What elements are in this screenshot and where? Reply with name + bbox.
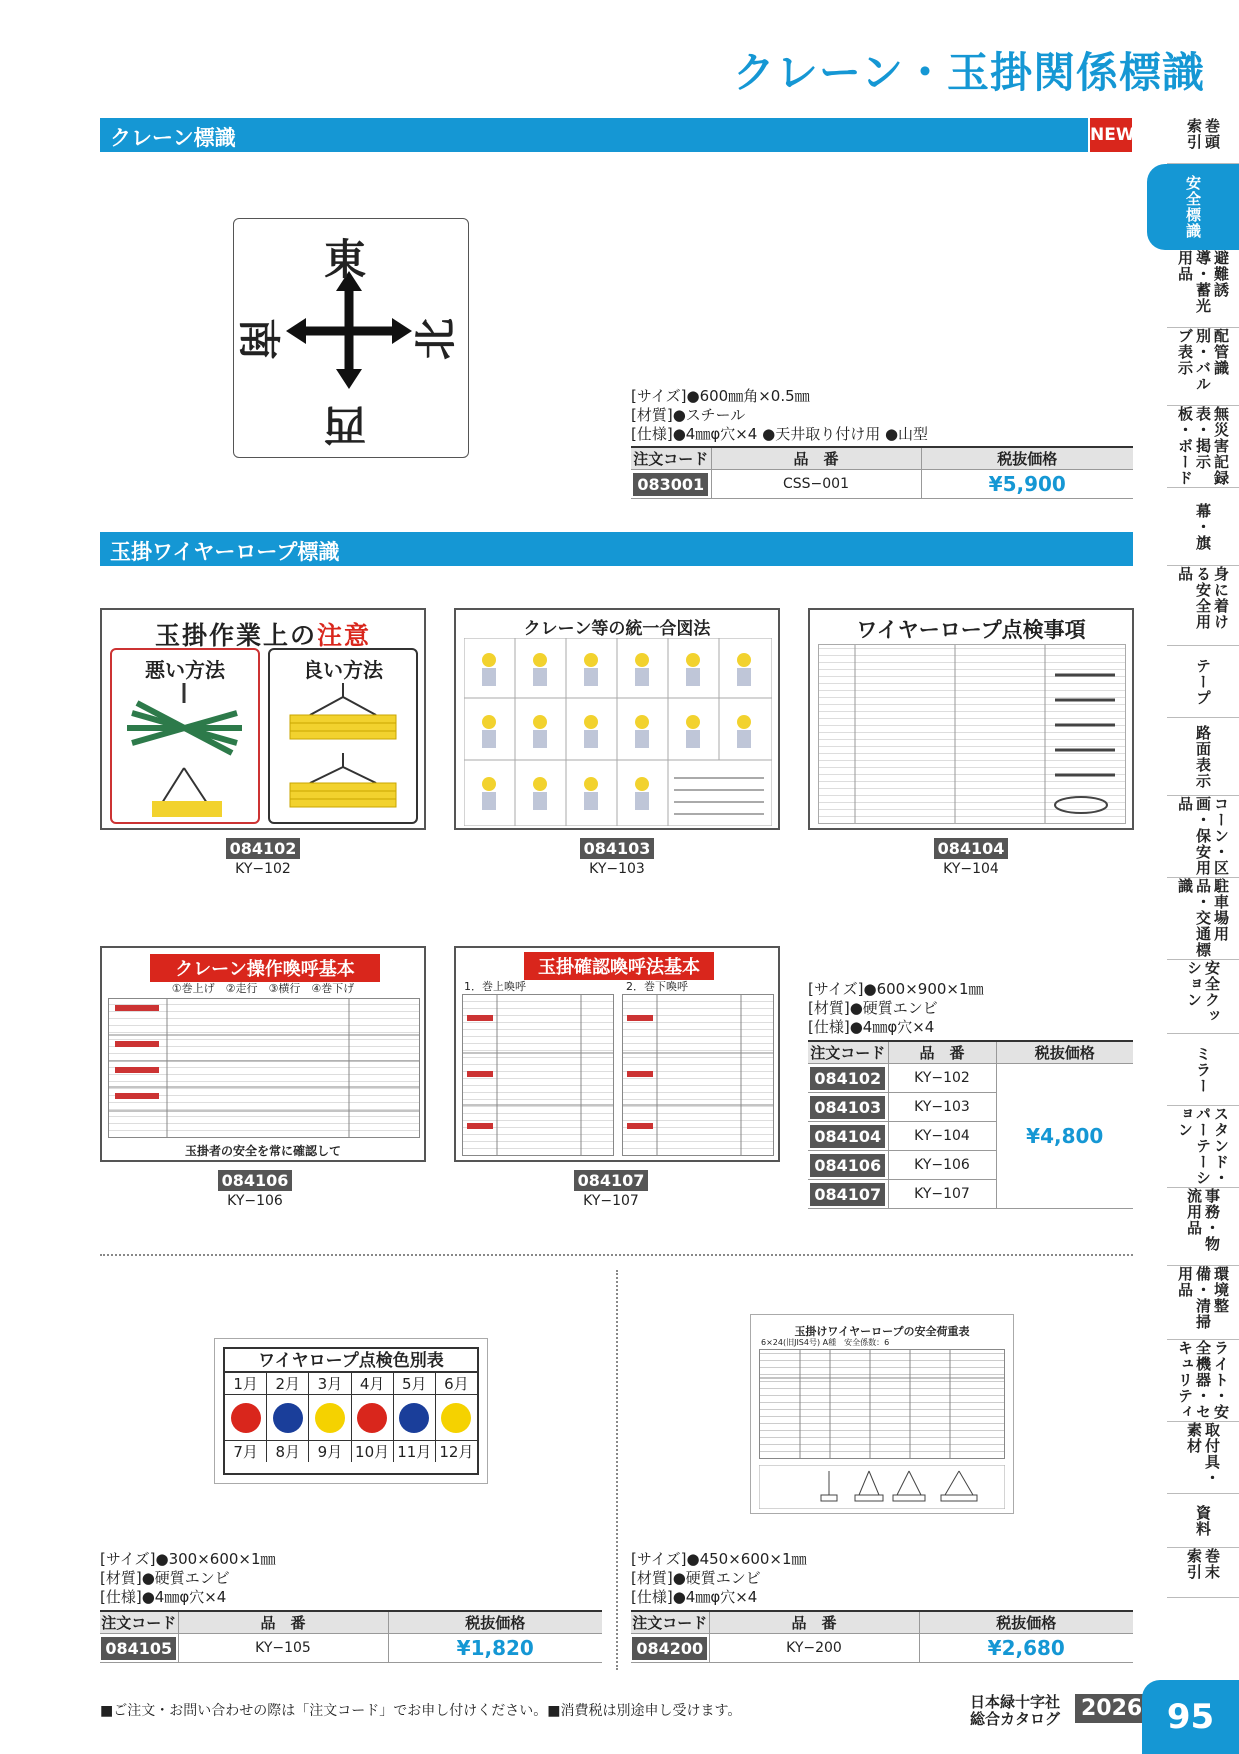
color-dot-blue [273,1403,303,1433]
month-label: 1月 [225,1373,267,1394]
sign-ky105 [214,1338,488,1484]
month-label: 11月 [394,1441,436,1462]
ky102-title-accent: 注意 [317,621,372,650]
header-item-number: 品 番 [709,1611,919,1634]
ky105-spec-size: [サイズ]●300×600×1㎜ [100,1550,276,1568]
good-rigging-icon [270,683,416,823]
header-price: 税抜価格 [388,1611,602,1634]
header-order-code: 注文コード [631,1611,709,1634]
ky105-spec [100,1550,276,1607]
side-tab-label: 幕・旗 [1194,502,1212,551]
order-code: 083001 [633,473,708,496]
ky200-spec-detail: [仕様]●4㎜φ穴×4 [631,1588,758,1606]
color-dot-yellow [315,1403,345,1433]
ky107-table1-lines-icon [463,995,613,1155]
ky200-spec-material: [材質]●硬質エンビ [631,1569,761,1587]
direction-north-label: 北 [411,317,461,361]
ky107-sub2: 2．巻下喚呼 [626,980,688,993]
item-number: KY−200 [709,1634,919,1663]
ky200-title: 玉掛けワイヤーロープの安全荷重表 [794,1325,970,1338]
section-bar-wire-rope: 玉掛ワイヤーロープ標識 [100,532,1133,566]
side-tab[interactable] [1167,1106,1239,1188]
side-tab-label: 配管識別・バルブ表示 [1176,328,1230,392]
item-number: KY−103 [888,1093,996,1122]
crane-direction-sign [233,218,469,458]
month-label: 8月 [267,1441,309,1462]
ky104-title: ワイヤーロープ点検事項 [856,618,1086,642]
side-tab[interactable] [1167,250,1239,328]
order-code: 084107 [810,1183,885,1206]
ky107-table2-graphic [622,994,774,1156]
side-tab-label: 身に着ける安全用品 [1176,566,1230,630]
side-tab[interactable] [1167,1422,1239,1494]
header-item-number: 品 番 [888,1041,996,1064]
header-price: 税抜価格 [919,1611,1133,1634]
color-dot-red [231,1403,261,1433]
ky200-subtitle: 6×24(旧JIS4号) A種 安全係数：6 [761,1338,890,1347]
hand-signal-grid-icon [464,638,772,826]
side-tab[interactable] [1167,1266,1239,1340]
price: ¥4,800 [996,1064,1133,1209]
ky107-sub1: 1．巻上喚呼 [464,980,526,993]
header-order-code: 注文コード [631,447,711,470]
header-price: 税抜価格 [996,1041,1133,1064]
ky103-number: KY−103 [589,861,645,877]
ky106-title: クレーン操作喚呼基本 [150,954,380,982]
item-number: KY−104 [888,1122,996,1151]
ky102-code: 084102 [226,838,301,859]
ky200-spec [631,1550,807,1607]
price: ¥2,680 [919,1634,1133,1663]
catalog-label-type: 総合カタログ [970,1710,1061,1728]
order-code: 084102 [810,1067,885,1090]
item-number: KY−106 [888,1151,996,1180]
ky103-title: クレーン等の統一合図法 [523,619,711,639]
side-tab[interactable] [1167,328,1239,406]
month-label: 12月 [439,1443,474,1461]
side-tab-label: ライト・安全機器・セキュリティ [1176,1340,1230,1420]
ky104-number: KY−104 [943,861,999,877]
ky-spec-detail: [仕様]●4㎜φ穴×4 [808,1018,935,1036]
sign-ky107 [454,946,780,1162]
header-price: 税抜価格 [921,447,1133,470]
ky104-code: 084104 [934,838,1009,859]
sign-ky103 [454,608,780,830]
side-tab-label: コーン・区画・保安用品 [1176,796,1230,876]
table-row [808,1064,1133,1093]
side-tab-label: 資料 [1194,1504,1212,1537]
side-tab[interactable] [1167,960,1239,1034]
side-tab-label: ミラー [1194,1045,1212,1094]
inspection-table-graphic [818,644,1126,824]
side-tab-label: 安全標識 [1184,175,1202,239]
color-dot-yellow [441,1403,471,1433]
ky105-order-table [100,1610,602,1663]
ky106-code: 084106 [218,1170,293,1191]
month-label: 7月 [225,1441,267,1462]
order-code: 084200 [632,1637,707,1660]
side-tab[interactable] [1167,406,1239,488]
good-method-panel [268,648,418,824]
item-number: KY−107 [888,1180,996,1209]
month-label: 9月 [309,1441,351,1462]
ky200-load-table-graphic [759,1349,1005,1459]
table-row [631,1634,1133,1663]
table-row [100,1634,602,1663]
ky-order-table [808,1040,1133,1209]
ky106-table-lines-icon [109,999,419,1137]
ky103-code: 084103 [580,838,655,859]
crane-spec-detail: [仕様]●4㎜φ穴×4 ●天井取り付け用 ●山型 [631,425,929,443]
side-tab[interactable] [1167,1034,1239,1106]
item-number: KY−105 [178,1634,388,1663]
month-label: 4月 [352,1373,394,1394]
side-tab-label: 巻頭 索引 [1185,118,1221,150]
side-tab-label: 巻末 索引 [1185,1548,1221,1580]
good-method-label: 良い方法 [303,658,383,682]
header-order-code: 注文コード [808,1041,888,1064]
catalog-label [970,1694,1060,1728]
footer-note: ■ご注文・お問い合わせの際は「注文コード」でお申し付けください。■消費税は別途申し受けます。 [100,1703,742,1719]
color-dot-red [357,1403,387,1433]
side-tab-label: 取付具・素材 [1185,1422,1221,1486]
month-label: 6月 [444,1375,469,1393]
divider [616,1270,618,1670]
month-label: 10月 [352,1441,394,1462]
side-tab[interactable] [1167,1548,1239,1598]
ky-spec-size: [サイズ]●600×900×1㎜ [808,980,984,998]
ky-spec-material: [材質]●硬質エンビ [808,999,938,1017]
side-tab[interactable] [1167,718,1239,796]
page-title: クレーン・玉掛関係標識 [732,48,1205,97]
ky105-spec-material: [材質]●硬質エンビ [100,1569,230,1587]
ky107-table1-graphic [462,994,614,1156]
side-tab-label: 安全クッション [1185,960,1221,1024]
new-badge: NEW [1090,118,1132,152]
section-bar-crane: クレーン標識 [100,118,1088,152]
side-index-tabs [1143,118,1239,1598]
ky102-title: 玉掛作業上の [154,621,317,650]
side-tab[interactable] [1167,488,1239,566]
side-tab-label: 事務・物流用品 [1185,1188,1221,1252]
header-item-number: 品 番 [178,1611,388,1634]
side-tab-label: 無災害記録表・掲示板・ボード [1176,406,1230,486]
side-tab-label: スタンド・パーテーション [1176,1106,1230,1186]
item-number: KY−102 [888,1064,996,1093]
direction-east-label: 東 [324,235,367,284]
ky200-spec-size: [サイズ]●450×600×1㎜ [631,1550,807,1568]
sling-diagram-icon [759,1465,1005,1509]
month-label: 3月 [309,1373,351,1394]
ky107-number: KY−107 [583,1193,639,1209]
wire-damage-icon [819,645,1125,823]
direction-south-label: 南 [234,317,284,361]
crane-spec-size: [サイズ]●600㎜角×0.5㎜ [631,387,810,405]
ky107-table2-lines-icon [623,995,773,1155]
ky102-number: KY−102 [235,861,291,877]
side-tab[interactable] [1167,796,1239,878]
crane-spec-material: [材質]●スチール [631,406,746,424]
side-tab-label: 路面表示 [1194,724,1212,789]
side-tab-label: 駐車場用品・交通標識 [1176,878,1230,958]
divider [100,1254,1133,1256]
header-order-code: 注文コード [100,1611,178,1634]
side-tab[interactable] [1167,1340,1239,1422]
crane-spec [631,387,928,444]
ky107-code: 084107 [574,1170,649,1191]
bad-method-panel [110,648,260,824]
ky200-table-lines-icon [760,1350,1004,1458]
page-number: 95 [1142,1680,1239,1754]
bad-method-label: 悪い方法 [145,658,225,682]
side-tab-label: 避難誘導・蓄光用品 [1176,250,1230,314]
side-tab[interactable] [1167,646,1239,718]
ky106-subtitle: ①巻上げ ②走行 ③横行 ④巻下げ [171,982,355,995]
catalog-label-company: 日本緑十字社 [970,1693,1061,1711]
side-tab-active[interactable] [1147,164,1239,250]
item-number: CSS−001 [711,470,921,499]
ky-spec [808,980,984,1037]
crane-order-table [631,446,1133,499]
month-label: 5月 [394,1373,436,1394]
side-tab[interactable] [1167,1188,1239,1266]
ky107-title: 玉掛確認喚呼法基本 [524,952,714,980]
order-code: 084106 [810,1154,885,1177]
ky105-spec-detail: [仕様]●4㎜φ穴×4 [100,1588,227,1606]
order-code: 084105 [101,1637,176,1660]
ky105-title: ワイヤロープ点検色別表 [225,1349,477,1373]
sign-ky102 [100,608,426,830]
catalog-year: 2026 [1075,1694,1148,1723]
table-row [631,470,1133,499]
side-tab[interactable] [1167,118,1239,164]
price: ¥1,820 [388,1634,602,1663]
header-item-number: 品 番 [711,447,921,470]
side-tab-label: 環境整備・清掃用品 [1176,1266,1230,1330]
order-code: 084103 [810,1096,885,1119]
ky106-table-graphic [108,998,420,1138]
side-tab[interactable] [1167,566,1239,646]
ky106-number: KY−106 [227,1193,283,1209]
bad-rigging-icon [112,683,258,823]
sign-ky200 [750,1314,1014,1514]
ky200-order-table [631,1610,1133,1663]
color-dot-blue [399,1403,429,1433]
order-code: 084104 [810,1125,885,1148]
sign-ky104 [808,608,1134,830]
sign-ky106 [100,946,426,1162]
direction-west-label: 西 [324,400,367,449]
ky106-footer: 玉掛者の安全を常に確認して [184,1144,341,1158]
side-tab[interactable] [1167,878,1239,960]
side-tab-label: テープ [1194,657,1212,706]
month-label: 2月 [267,1373,309,1394]
price: ¥5,900 [921,470,1133,499]
side-tab[interactable] [1167,1494,1239,1548]
